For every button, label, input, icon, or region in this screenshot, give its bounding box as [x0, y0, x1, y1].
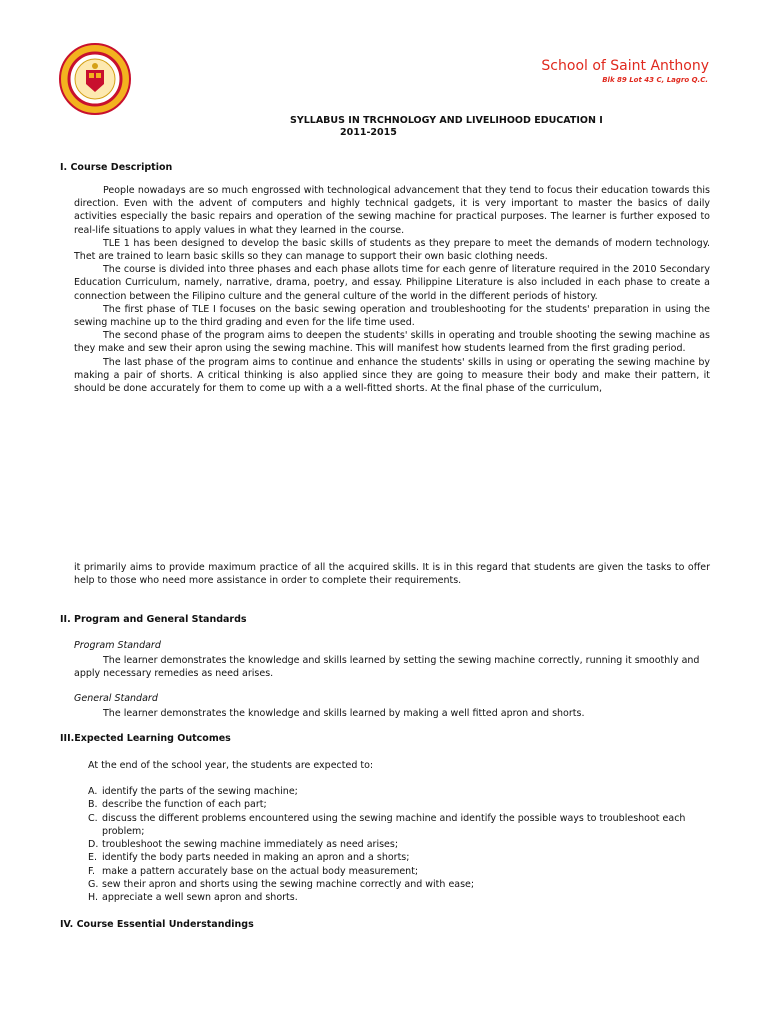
paragraph: TLE 1 has been designed to develop the basic skills of students as they prepare to meet the demands of modern technology. Thet are trained to learn basic skills so they can manage to support their own basic clothing needs.	[74, 237, 710, 263]
section-heading-essential-understandings: IV. Course Essential Understandings	[60, 919, 254, 930]
list-item: A. identify the parts of the sewing machine;	[88, 786, 298, 797]
general-standard-label: General Standard	[74, 693, 158, 704]
title-line-1: SYLLABUS IN TRCHNOLOGY AND LIVELIHOOD EDUCATION I	[290, 115, 603, 126]
title-line-2: 2011-2015	[340, 127, 397, 138]
list-item: H. appreciate a well sewn apron and shorts.	[88, 892, 298, 904]
paragraph: The last phase of the program aims to continue and enhance the students' skills in using or operating the sewing machine by making a pair of shorts. A critical thinking is also applied since they are going to measure their body and make their pattern, it should be done accurately for them to come up with a a well-fitted shorts. At the final phase of the curriculum,	[74, 356, 710, 395]
list-item: C. discuss the different problems encountered using the sewing machine and identify the possible ways to troubleshoot each problem;	[88, 812, 686, 837]
list-item: E. identify the body parts needed in making an apron and a shorts;	[88, 852, 410, 864]
paragraph: The course is divided into three phases and each phase allots time for each genre of literature required in the 2010 Secondary Education Curriculum, namely, narrative, drama, poetry, and essay. Philippine Literature is also included in each phase to create a connection between the Filipino culture and the general culture of the world in the different periods of history.	[74, 264, 710, 302]
section-heading-learning-outcomes: III.Expected Learning Outcomes	[60, 733, 231, 744]
program-standard-text: The learner demonstrates the knowledge and skills learned by setting the sewing machine correctly, running it smoothly and apply necessary remedies as need arises.	[74, 655, 700, 680]
school-name: School of Saint Anthony	[541, 58, 709, 74]
school-seal-icon	[58, 42, 132, 116]
list-item: F. make a pattern accurately base on the actual body measurement;	[88, 865, 419, 877]
paragraph: People nowadays are so much engrossed with technological advancement that they tend to focus their education towards this direction. Even with the advent of computers and highly technical gadgets, it is very important to master the basics of daily activities especially the basic repairs and operation of the sewing machine for practical purposes. The learner is further exposed to real-life situations to apply values in what they learned in the course.	[74, 185, 710, 236]
paragraph: The first phase of TLE I focuses on the basic sewing operation and troubleshooting for the students' preparation in using the sewing machine up to the third grading and even for the life time used.	[74, 303, 710, 329]
list-item: B. describe the function of each part;	[88, 799, 267, 811]
course-description-text	[74, 184, 710, 395]
list-item: D. troubleshoot the sewing machine immediately as need arises;	[88, 839, 399, 851]
list-item: G. sew their apron and shorts using the sewing machine correctly and with ease;	[88, 879, 475, 891]
general-standard-text: The learner demonstrates the knowledge and skills learned by making a well fitted apron and shorts.	[103, 708, 585, 719]
school-address: Blk 89 Lot 43 C, Lagro Q.C.	[602, 76, 708, 84]
program-standard-label: Program Standard	[74, 640, 161, 651]
outcomes-intro: At the end of the school year, the students are expected to:	[88, 760, 374, 771]
section-heading-standards: II. Program and General Standards	[60, 614, 247, 625]
section-heading-course-description: I. Course Description	[60, 162, 173, 173]
outcomes-list	[88, 785, 718, 905]
course-description-continuation: it primarily aims to provide maximum practice of all the acquired skills. It is in this regard that students are given the tasks to offer help to those who need more assistance in order to complete their requirements.	[74, 562, 710, 587]
paragraph: The second phase of the program aims to deepen the students' skills in operating and trouble shooting the sewing machine as they make and sew their apron using the sewing machine. This will manifest how students learned from the first grading period.	[74, 330, 710, 355]
